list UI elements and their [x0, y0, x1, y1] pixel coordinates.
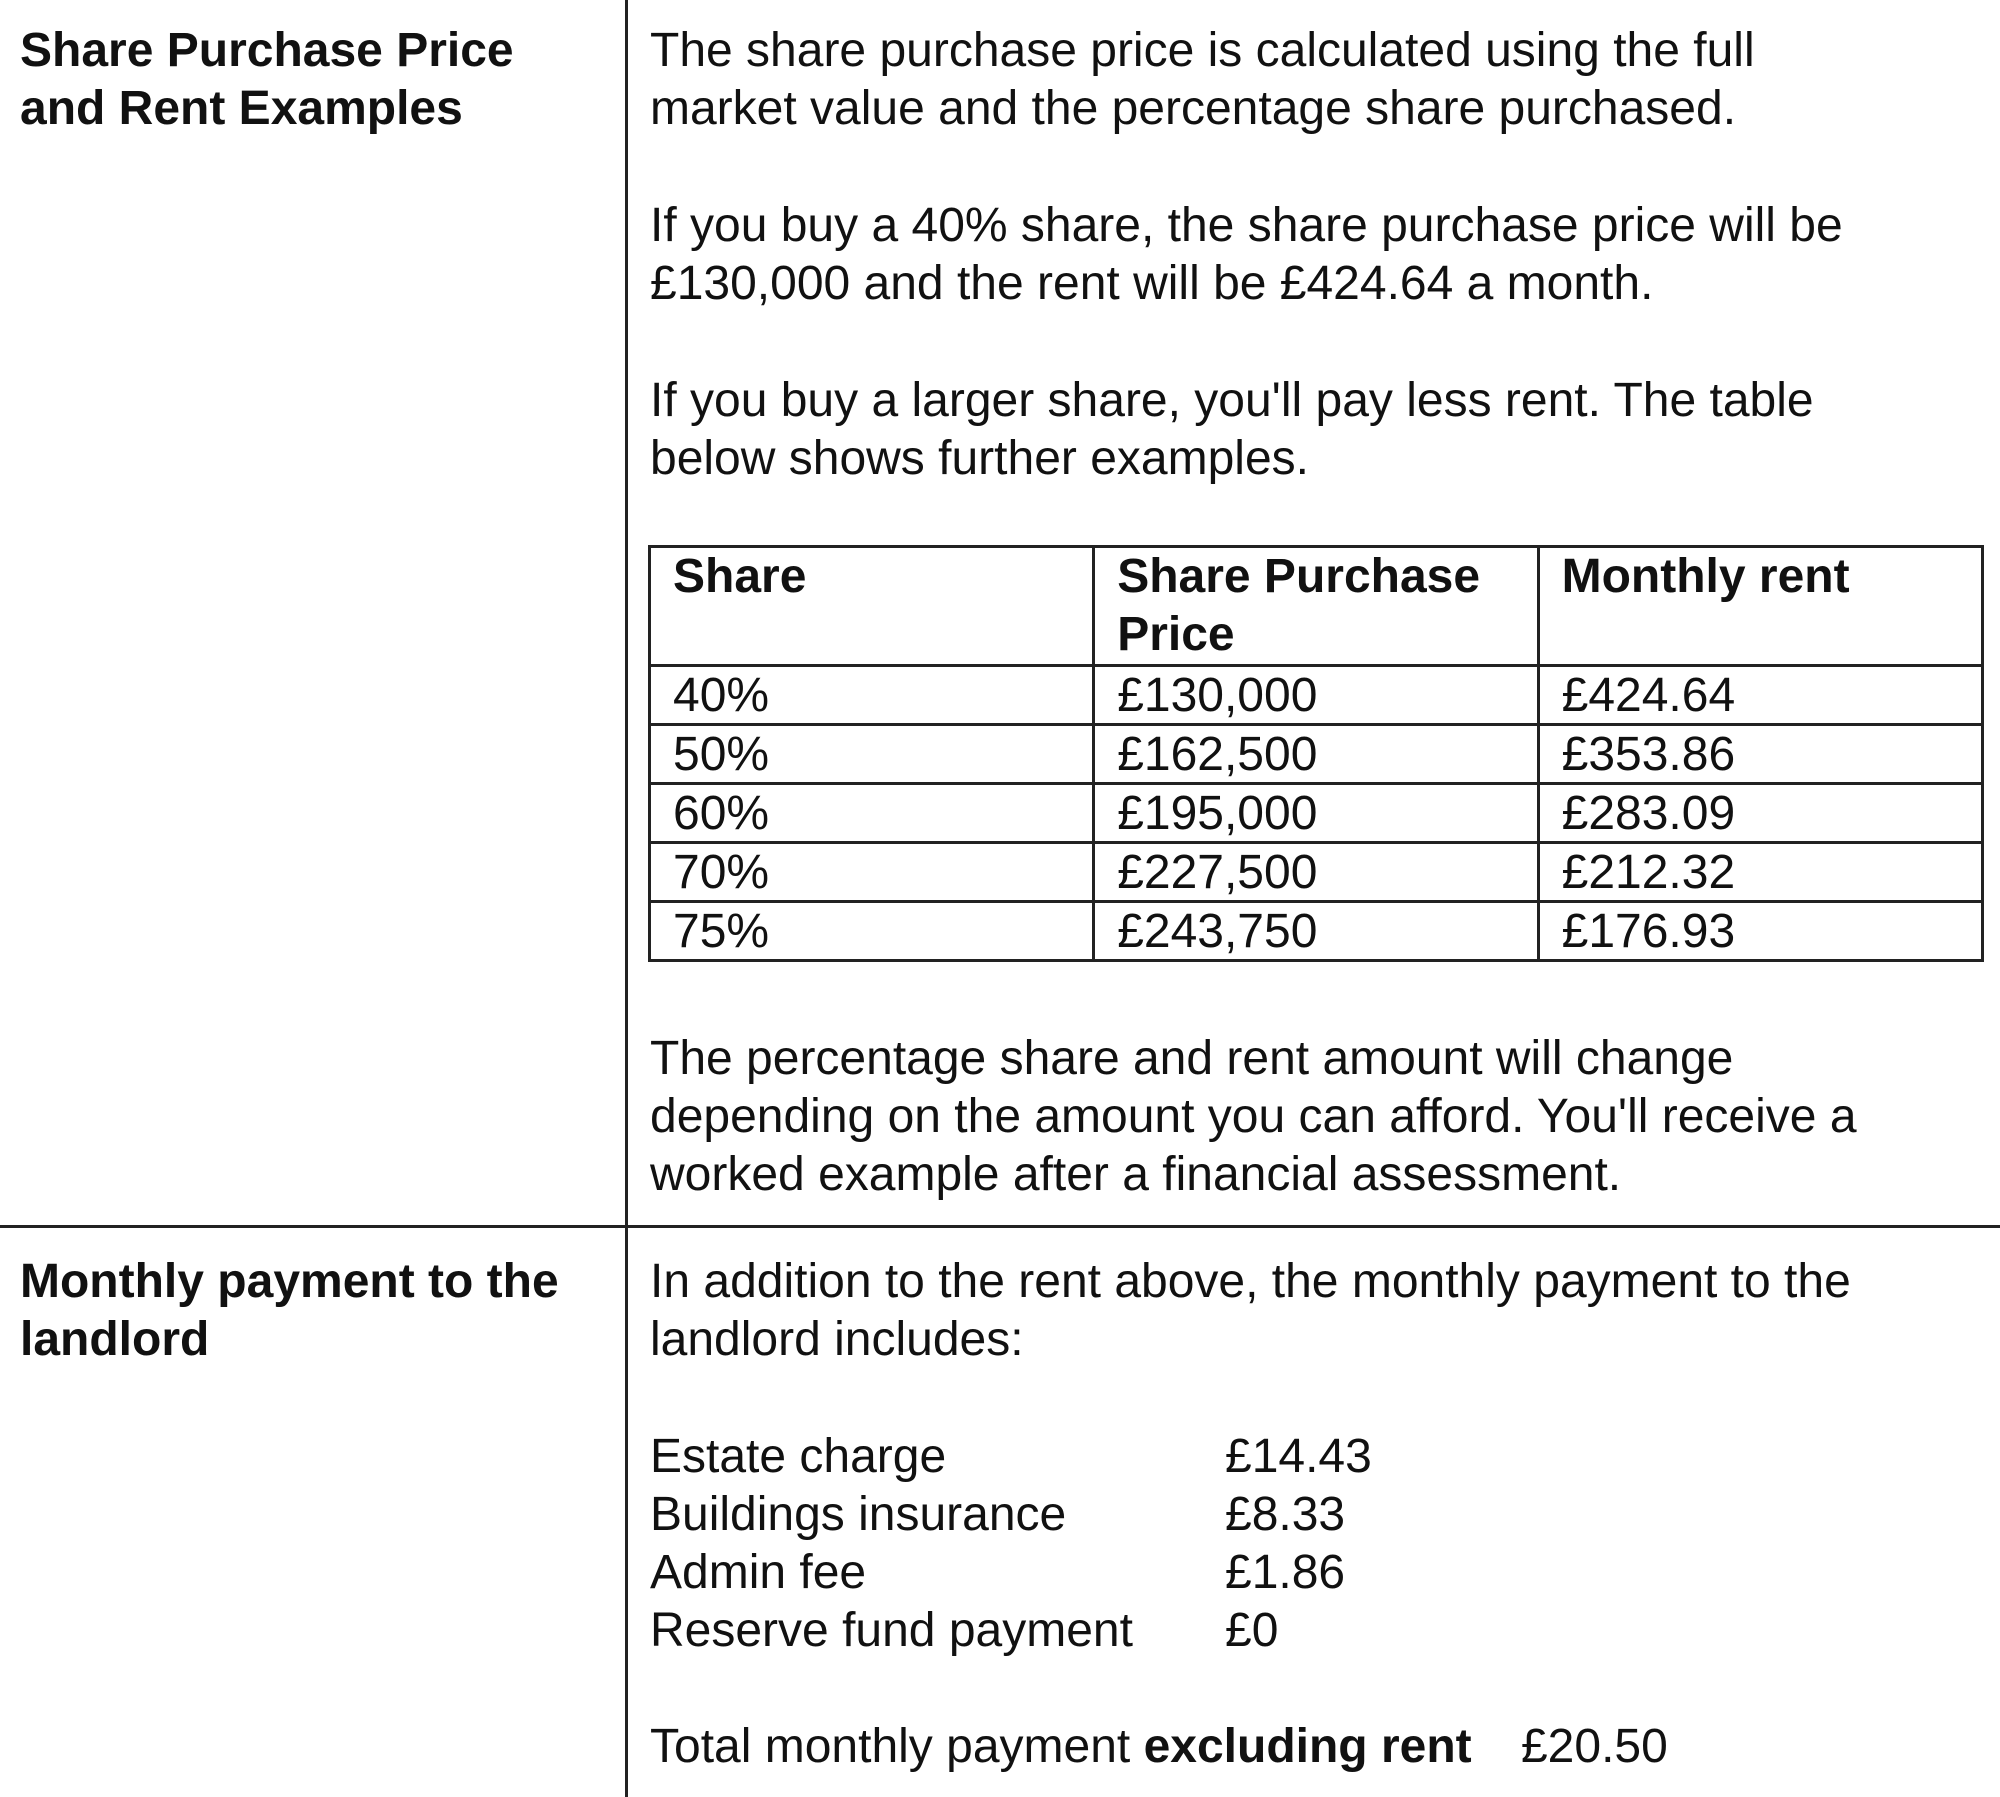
paragraph-calculation [650, 22, 1990, 138]
text-line: £130,000 and the rent will be £424.64 a month. [650, 257, 1654, 310]
text-line: below shows further examples. [650, 432, 1309, 485]
charge-name: Admin fee [650, 1546, 867, 1599]
section-label-share-purchase [20, 22, 600, 138]
text-line: In addition to the rent above, the monthly payment to the [650, 1255, 1851, 1308]
paragraph-landlord-intro [650, 1253, 1990, 1369]
charge-amount: £14.43 [1225, 1430, 1372, 1483]
section-label-monthly-payment [20, 1253, 600, 1369]
table-header-row [650, 547, 1983, 666]
table-row [650, 843, 1983, 902]
cell-rent: £424.64 [1538, 666, 1982, 725]
column-divider [625, 0, 628, 1797]
charges-list [650, 1428, 1372, 1660]
list-item [650, 1486, 1372, 1544]
text-line: If you buy a 40% share, the share purchase price will be [650, 199, 1843, 252]
share-price-table [648, 545, 1984, 962]
section-label-line: landlord [20, 1313, 210, 1366]
paragraph-example-40 [650, 197, 1990, 313]
total-bold-qualifier: excluding rent [1143, 1720, 1472, 1773]
charge-name: Reserve fund payment [650, 1604, 1133, 1657]
paragraph-affordability [650, 1030, 1990, 1204]
cell-share: 50% [650, 725, 1094, 784]
cell-rent: £212.32 [1538, 843, 1982, 902]
table-row [650, 666, 1983, 725]
cell-rent: £176.93 [1538, 902, 1982, 961]
cell-price: £243,750 [1094, 902, 1538, 961]
cell-share: 60% [650, 784, 1094, 843]
table-row [650, 902, 1983, 961]
total-prefix: Total monthly payment [650, 1720, 1131, 1773]
section-label-line: Monthly payment to the [20, 1255, 559, 1308]
charge-amount: £0 [1225, 1604, 1279, 1657]
section-label-line: and Rent Examples [20, 82, 463, 135]
list-item [650, 1428, 1372, 1486]
cell-share: 70% [650, 843, 1094, 902]
cell-price: £227,500 [1094, 843, 1538, 902]
text-line: depending on the amount you can afford. You'll receive a [650, 1090, 1857, 1143]
charge-amount: £8.33 [1225, 1488, 1346, 1541]
header-share-purchase-price: Share Purchase Price [1094, 547, 1538, 666]
text-line: worked example after a financial assessment. [650, 1148, 1622, 1201]
charge-amount: £1.86 [1225, 1546, 1346, 1599]
section-label-line: Share Purchase Price [20, 24, 514, 77]
text-line: If you buy a larger share, you'll pay less rent. The table [650, 374, 1814, 427]
cell-price: £162,500 [1094, 725, 1538, 784]
charge-name: Buildings insurance [650, 1488, 1067, 1541]
cell-price: £195,000 [1094, 784, 1538, 843]
list-item [650, 1602, 1372, 1660]
paragraph-larger-share [650, 372, 1990, 488]
cell-share: 40% [650, 666, 1094, 725]
cell-price: £130,000 [1094, 666, 1538, 725]
cell-rent: £353.86 [1538, 725, 1982, 784]
header-share: Share [650, 547, 1094, 666]
charge-name: Estate charge [650, 1430, 947, 1483]
table-row [650, 784, 1983, 843]
text-line: landlord includes: [650, 1313, 1024, 1366]
total-monthly-payment [650, 1718, 1668, 1776]
row-divider [0, 1225, 2000, 1228]
cell-share: 75% [650, 902, 1094, 961]
total-amount: £20.50 [1520, 1720, 1668, 1773]
list-item [650, 1544, 1372, 1602]
cell-rent: £283.09 [1538, 784, 1982, 843]
text-line: The share purchase price is calculated using the full [650, 24, 1755, 77]
text-line: market value and the percentage share purchased. [650, 82, 1737, 135]
table-row [650, 725, 1983, 784]
text-line: The percentage share and rent amount will change [650, 1032, 1734, 1085]
header-monthly-rent: Monthly rent [1538, 547, 1982, 666]
